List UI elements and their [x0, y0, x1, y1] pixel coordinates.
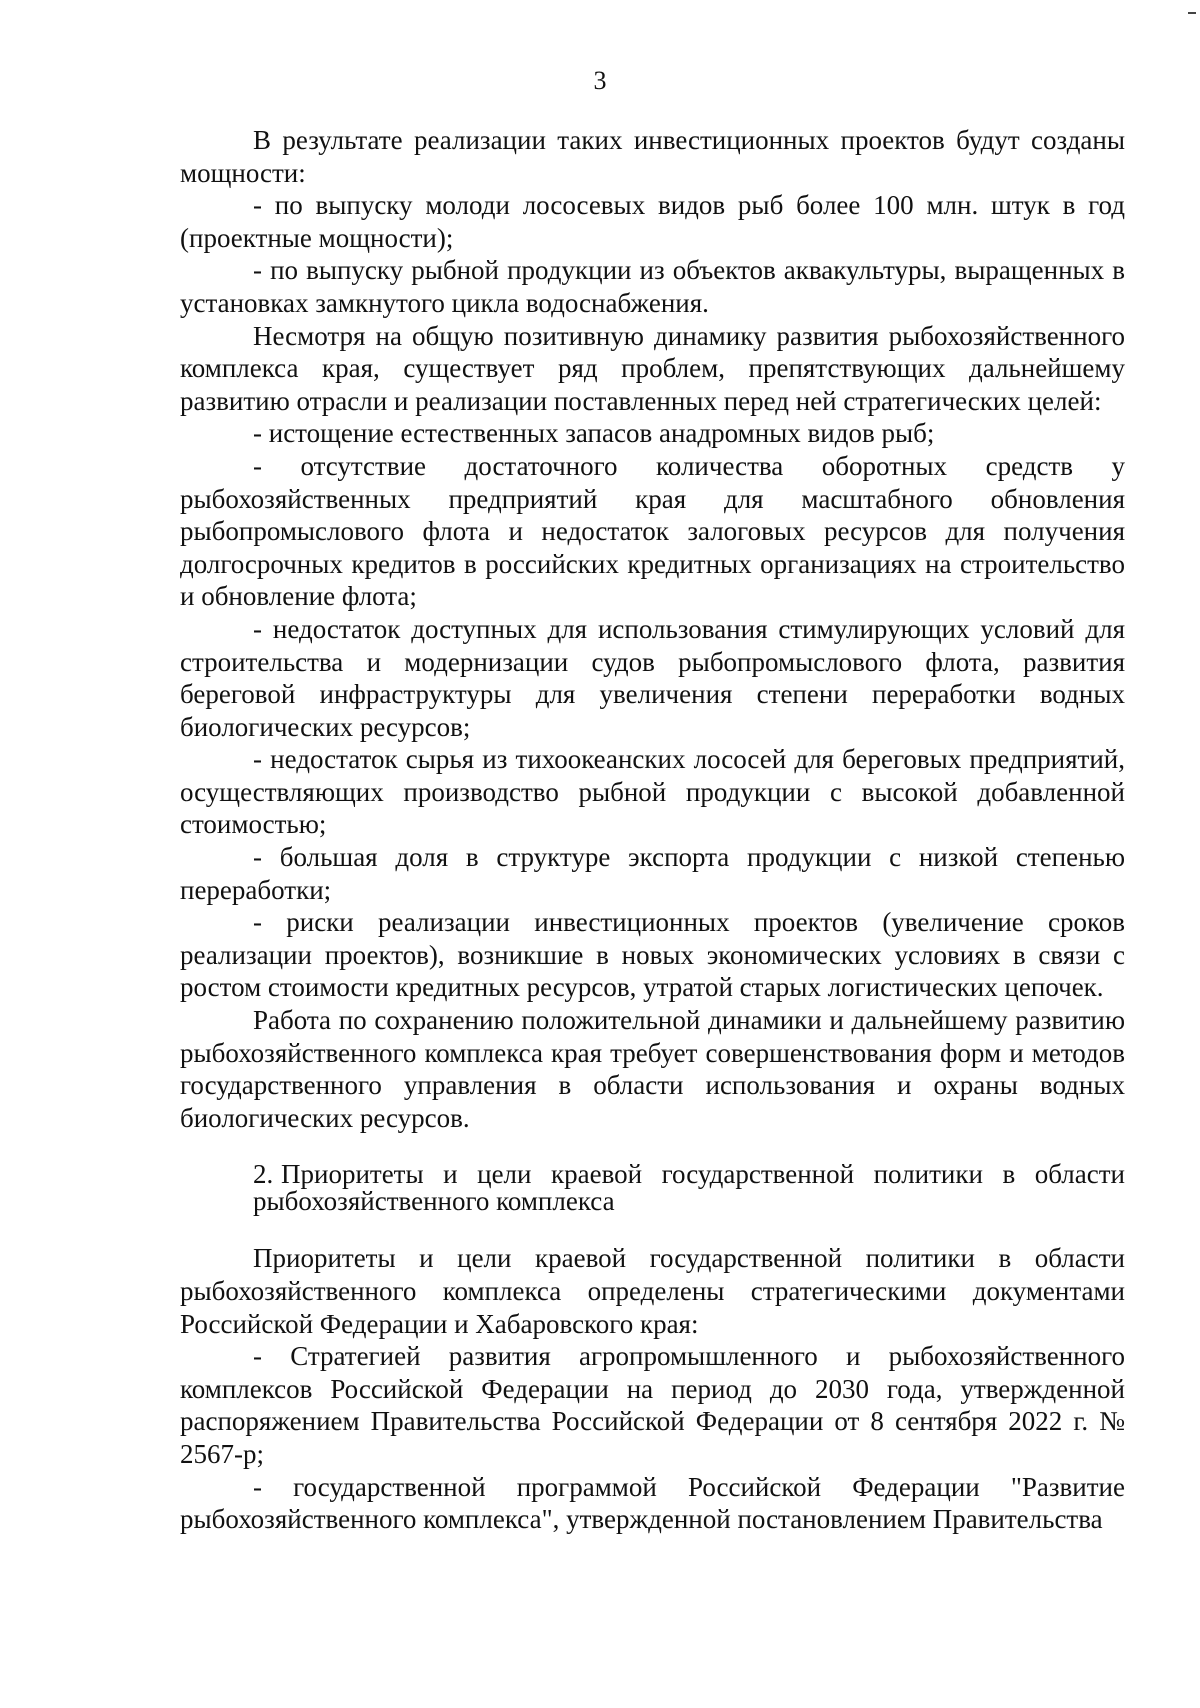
- paragraph: Работа по сохранению положительной динамики и дальнейшему развитию рыбохозяйственного комплекса края требует совершенствования форм и методов государственного управления в области использования и охраны водных биологических ресурсов.: [180, 1005, 1125, 1133]
- list-item: - Стратегией развития агропромышленного и рыбохозяйственного комплексов Российской Федерации на период до 2030 года, утвержденной распоряжением Правительства Российской Федерации от 8 сентября 2022 г. № 2567-р;: [180, 1341, 1125, 1469]
- section-title: Приоритеты и цели краевой государственной политики в области рыбохозяйственного комплекса: [253, 1159, 1125, 1217]
- list-item: - по выпуску молоди лососевых видов рыб более 100 млн. штук в год (проектные мощности);: [180, 190, 1125, 253]
- list-item: - государственной программой Российской Федерации "Развитие рыбохозяйственного комплекса", утвержденной постановлением Правительства: [180, 1471, 1125, 1535]
- section-heading: [180, 1161, 1125, 1215]
- list-item: - отсутствие достаточного количества оборотных средств у рыбохозяйственных предприятий края для масштабного обновления рыбопромыслового флота и недостаток залоговых ресурсов для получения долгосрочных кредитов в российских кредитных организациях на строительство и обновление флота;: [180, 450, 1125, 612]
- list-item: - по выпуску рыбной продукции из объектов аквакультуры, выращенных в установках замкнутого цикла водоснабжения.: [180, 255, 1125, 318]
- paragraph: Приоритеты и цели краевой государственной политики в области рыбохозяйственного комплекса определены стратегическими документами Российской Федерации и Хабаровского края:: [180, 1243, 1125, 1339]
- list-item: - недостаток сырья из тихоокеанских лососей для береговых предприятий, осуществляющих производство рыбной продукции с высокой добавленной стоимостью;: [180, 744, 1125, 840]
- document-body: [180, 124, 1125, 1536]
- list-item: - недостаток доступных для использования стимулирующих условий для строительства и модернизации судов рыбопромыслового флота, развития береговой инфраструктуры для увеличения степени переработки водных биологических ресурсов;: [180, 613, 1125, 742]
- section-number: 2.: [253, 1159, 274, 1190]
- list-item: - риски реализации инвестиционных проектов (увеличение сроков реализации проектов), возникшие в новых экономических условиях в связи с ростом стоимости кредитных ресурсов, утратой старых логистических цепочек.: [180, 907, 1125, 1003]
- scan-edge-mark: [1188, 12, 1196, 14]
- paragraph: Несмотря на общую позитивную динамику развития рыбохозяйственного комплекса края, существует ряд проблем, препятствующих дальнейшему развитию отрасли и реализации поставленных перед ней стратегических целей:: [180, 320, 1125, 416]
- page-number: 3: [593, 66, 607, 95]
- list-item: - истощение естественных запасов анадромных видов рыб;: [253, 418, 935, 449]
- list-item: - большая доля в структуре экспорта продукции с низкой степенью переработки;: [180, 842, 1125, 905]
- paragraph: В результате реализации таких инвестиционных проектов будут созданы мощности:: [180, 125, 1125, 188]
